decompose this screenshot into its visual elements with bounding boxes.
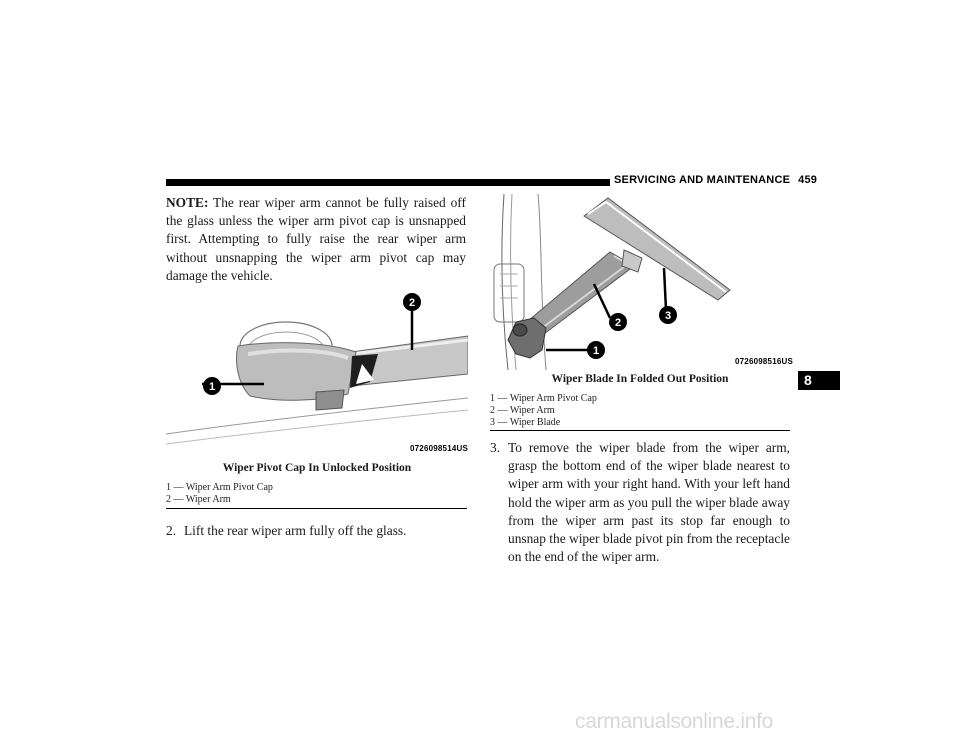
callout-1-label: 1 bbox=[208, 381, 216, 393]
figure-2-legend bbox=[490, 393, 790, 429]
legend-rule bbox=[166, 508, 467, 509]
callout-2-label: 2 bbox=[614, 317, 622, 329]
figure-code: 0726098516US bbox=[735, 357, 794, 366]
step-text: Lift the rear wiper arm fully off the glass. bbox=[184, 523, 407, 538]
legend-item: 2 — Wiper Arm bbox=[166, 494, 231, 505]
step-number: 2. bbox=[166, 523, 177, 538]
figure-1-caption: Wiper Pivot Cap In Unlocked Position bbox=[222, 462, 412, 474]
note-label: NOTE: bbox=[166, 195, 209, 210]
note-text: The rear wiper arm cannot be fully raised off the glass unless the wiper arm pivot cap is unsnapped first. Attempting to fully raise the rear wiper arm without unsnapping the wiper arm pivot cap may damage the vehicle. bbox=[166, 195, 466, 283]
legend-item: 3 — Wiper Blade bbox=[490, 417, 561, 428]
header-bar bbox=[166, 179, 610, 186]
step-3 bbox=[490, 439, 790, 565]
legend-item: 2 — Wiper Arm bbox=[490, 405, 555, 416]
figure-1-legend bbox=[166, 482, 468, 506]
step-text: To remove the wiper blade from the wiper arm, grasp the bottom end of the wiper blade nearest to wiper arm with your right hand. With your left hand hold the wiper arm as you pull the wiper blade away from the wiper arm past its stop far enough to unsnap the wiper blade pivot pin from the receptacle on the end of the wiper arm. bbox=[508, 440, 790, 565]
legend-item: 1 — Wiper Arm Pivot Cap bbox=[490, 393, 597, 404]
step-2 bbox=[166, 522, 466, 542]
legend-rule bbox=[490, 430, 790, 431]
figure-1-illustration bbox=[166, 284, 468, 458]
watermark: carmanualsonline.info bbox=[575, 710, 773, 733]
figure-wiper-blade-folded bbox=[490, 194, 794, 370]
step-number: 3. bbox=[490, 440, 501, 455]
callout-3-label: 3 bbox=[664, 310, 672, 322]
figure-wiper-pivot-cap bbox=[166, 284, 468, 458]
chapter-tab: 8 bbox=[798, 371, 840, 390]
page-number: 459 bbox=[798, 174, 818, 186]
legend-item: 1 — Wiper Arm Pivot Cap bbox=[166, 482, 273, 493]
callout-1-label: 1 bbox=[592, 345, 600, 357]
section-title: SERVICING AND MAINTENANCE bbox=[614, 174, 791, 186]
figure-2-illustration bbox=[490, 194, 790, 370]
figure-2-caption: Wiper Blade In Folded Out Position bbox=[551, 373, 729, 385]
figure-code: 0726098514US bbox=[410, 444, 469, 453]
note-paragraph bbox=[166, 194, 466, 285]
callout-2-label: 2 bbox=[408, 297, 416, 309]
running-header bbox=[614, 174, 818, 186]
